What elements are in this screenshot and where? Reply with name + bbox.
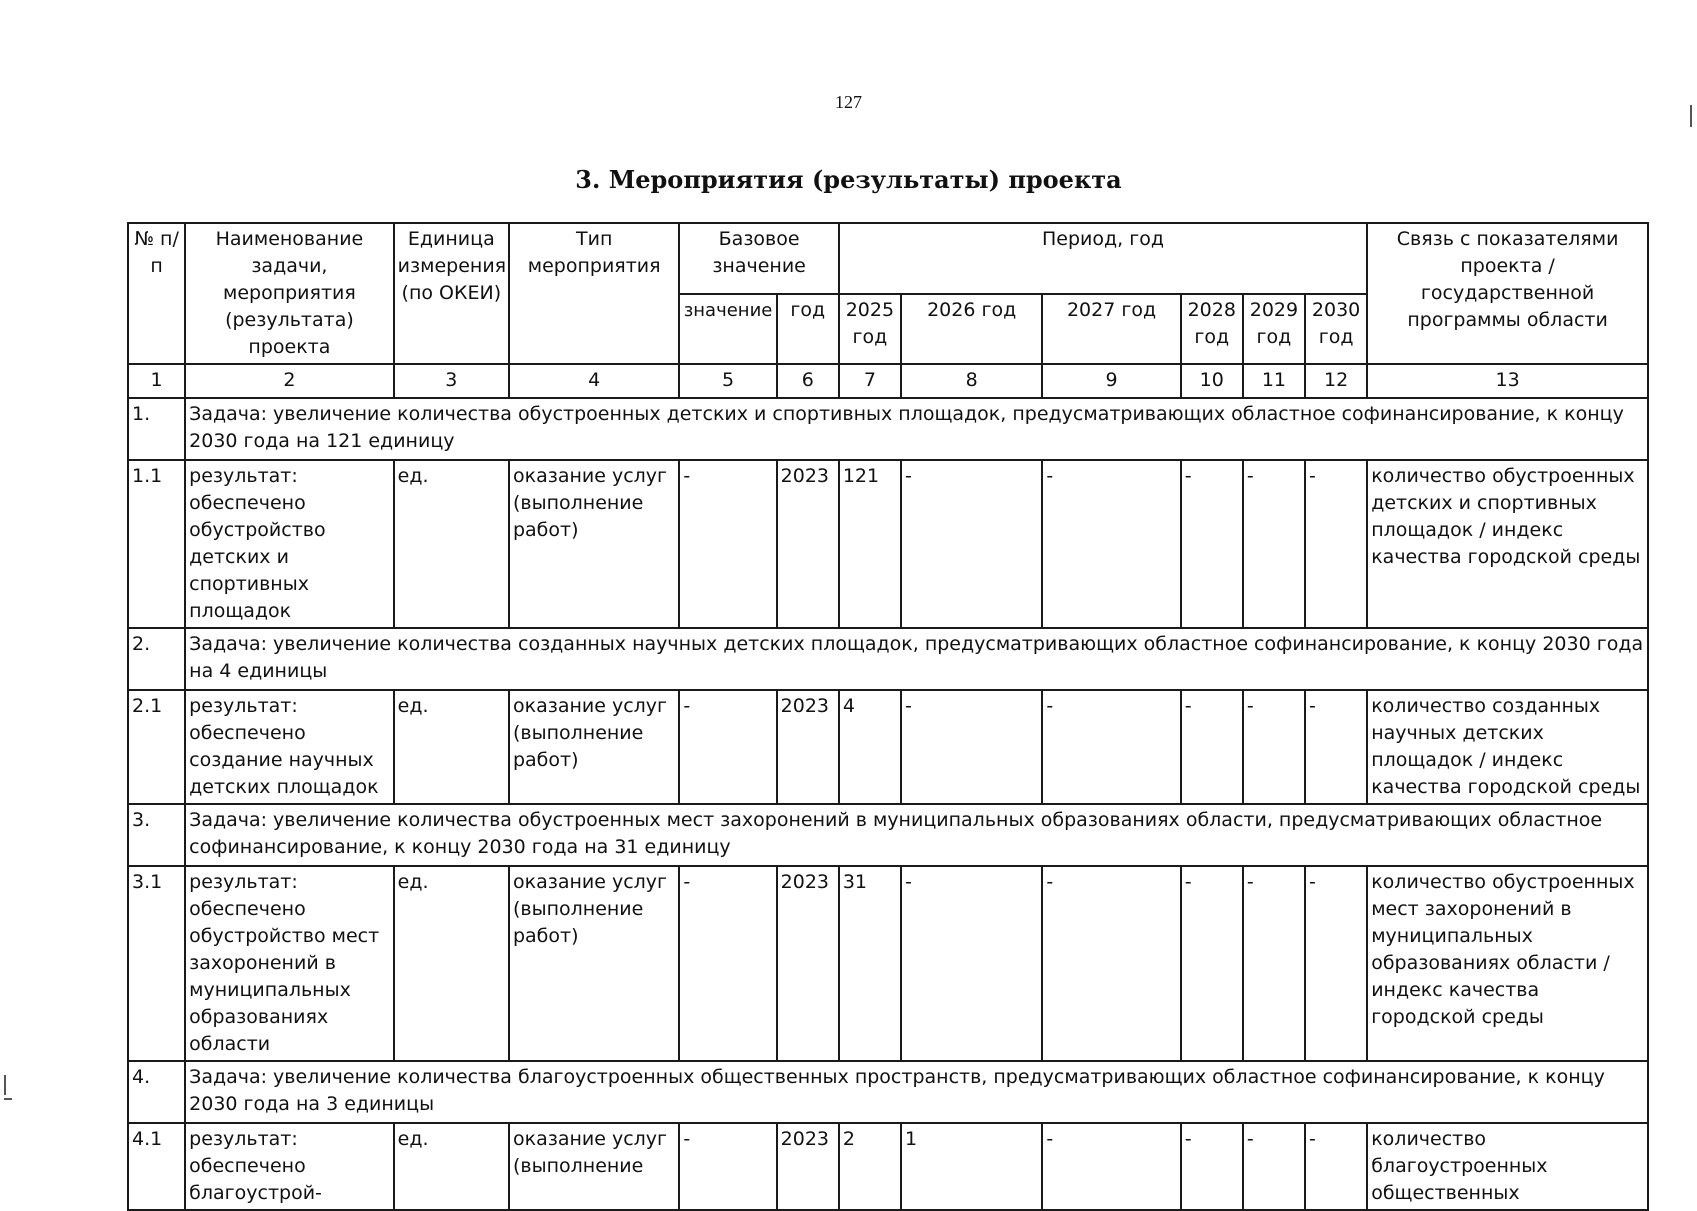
result-year-2027: - (1042, 460, 1180, 628)
result-type: оказание услуг (выполнение работ) (509, 866, 679, 1061)
header-year-2029: 2029 год (1243, 294, 1305, 365)
result-base-value: - (679, 690, 776, 804)
column-number: 6 (777, 364, 839, 398)
result-number: 1.1 (128, 460, 185, 628)
page-number: 127 (835, 92, 862, 112)
result-number: 2.1 (128, 690, 185, 804)
column-number: 2 (185, 364, 394, 398)
result-year-2028: - (1181, 1123, 1243, 1210)
result-year-2030: - (1305, 1123, 1367, 1210)
result-type: оказание услуг (выполнение (509, 1123, 679, 1210)
header-base-year: год (777, 294, 839, 365)
column-number: 7 (839, 364, 901, 398)
result-name: результат: обеспечено обустройство детских и спортивных площадок (185, 460, 394, 628)
result-number: 3.1 (128, 866, 185, 1061)
header-year-2025: 2025 год (839, 294, 901, 365)
result-row (128, 866, 1648, 1061)
column-number: 1 (128, 364, 185, 398)
result-year-2025: 2 (839, 1123, 901, 1210)
result-year-2026: 1 (901, 1123, 1042, 1210)
column-number-row (128, 364, 1648, 398)
column-number: 8 (901, 364, 1042, 398)
result-unit: ед. (394, 460, 509, 628)
header-year-2028: 2028 год (1181, 294, 1243, 365)
result-year-2026: - (901, 866, 1042, 1061)
task-text: Задача: увеличение количества обустроенных мест захоронений в муниципальных образованиях области, предусматривающих областное софинансирование, к концу 2030 года на 31 единицу (185, 804, 1648, 866)
header-link: Связь с показателями проекта / государственной программы области (1367, 223, 1648, 364)
column-number: 13 (1367, 364, 1648, 398)
scan-edge-mark (4, 1098, 12, 1100)
result-link: количество обустроенных детских и спортивных площадок / индекс качества городской среды (1367, 460, 1648, 628)
result-year-2029: - (1243, 866, 1305, 1061)
task-number: 4. (128, 1061, 185, 1123)
header-base: Базовое значение (679, 223, 838, 294)
result-base-value: - (679, 1123, 776, 1210)
header-period: Период, год (839, 223, 1367, 294)
column-number: 4 (509, 364, 679, 398)
result-year-2028: - (1181, 866, 1243, 1061)
result-number: 4.1 (128, 1123, 185, 1210)
header-name: Наименование задачи, мероприятия (результата) проекта (185, 223, 394, 364)
task-number: 1. (128, 398, 185, 460)
task-text: Задача: увеличение количества созданных научных детских площадок, предусматривающих областное софинансирование, к концу 2030 года на 4 единицы (185, 628, 1648, 690)
result-type: оказание услуг (выполнение работ) (509, 460, 679, 628)
result-row (128, 460, 1648, 628)
result-row (128, 1123, 1648, 1210)
result-base-value: - (679, 460, 776, 628)
result-year-2025: 121 (839, 460, 901, 628)
result-name: результат: обеспечено создание научных детских площадок (185, 690, 394, 804)
result-year-2026: - (901, 460, 1042, 628)
column-number: 10 (1181, 364, 1243, 398)
section-title: 3. Мероприятия (результаты) проекта (575, 165, 1122, 194)
result-year-2029: - (1243, 690, 1305, 804)
result-name: результат: обеспечено благоустрой- (185, 1123, 394, 1210)
column-number: 5 (679, 364, 776, 398)
result-base-year: 2023 (777, 1123, 839, 1210)
scan-edge-mark (4, 1075, 6, 1095)
header-unit: Единица измерения (по ОКЕИ) (394, 223, 509, 364)
result-link: количество благоустроенных общественных (1367, 1123, 1648, 1210)
results-table (127, 222, 1649, 1211)
task-row (128, 804, 1648, 866)
result-year-2028: - (1181, 690, 1243, 804)
result-name: результат: обеспечено обустройство мест захоронений в муниципальных образованиях области (185, 866, 394, 1061)
result-year-2030: - (1305, 690, 1367, 804)
result-year-2028: - (1181, 460, 1243, 628)
result-year-2027: - (1042, 866, 1180, 1061)
result-base-value: - (679, 866, 776, 1061)
result-year-2030: - (1305, 866, 1367, 1061)
task-row (128, 628, 1648, 690)
result-year-2026: - (901, 690, 1042, 804)
result-link: количество созданных научных детских площадок / индекс качества городской среды (1367, 690, 1648, 804)
result-base-year: 2023 (777, 866, 839, 1061)
result-year-2027: - (1042, 690, 1180, 804)
task-row (128, 1061, 1648, 1123)
header-year-2027: 2027 год (1042, 294, 1180, 365)
header-year-2026: 2026 год (901, 294, 1042, 365)
task-text: Задача: увеличение количества благоустроенных общественных пространств, предусматривающих областное софинансирование, к концу 2030 года на 3 единицы (185, 1061, 1648, 1123)
header-base-value: значение (679, 294, 776, 365)
result-year-2025: 31 (839, 866, 901, 1061)
task-number: 3. (128, 804, 185, 866)
header-type: Тип мероприятия (509, 223, 679, 364)
task-text: Задача: увеличение количества обустроенных детских и спортивных площадок, предусматривающих областное софинансирование, к концу 2030 года на 121 единицу (185, 398, 1648, 460)
result-unit: ед. (394, 1123, 509, 1210)
result-unit: ед. (394, 866, 509, 1061)
result-link: количество обустроенных мест захоронений в муниципальных образованиях области / индекс качества городской среды (1367, 866, 1648, 1061)
result-year-2025: 4 (839, 690, 901, 804)
column-number: 9 (1042, 364, 1180, 398)
scan-edge-mark (1690, 105, 1692, 127)
result-year-2030: - (1305, 460, 1367, 628)
result-base-year: 2023 (777, 690, 839, 804)
result-row (128, 690, 1648, 804)
result-year-2029: - (1243, 1123, 1305, 1210)
result-base-year: 2023 (777, 460, 839, 628)
task-number: 2. (128, 628, 185, 690)
result-unit: ед. (394, 690, 509, 804)
column-number: 12 (1305, 364, 1367, 398)
result-type: оказание услуг (выполнение работ) (509, 690, 679, 804)
column-number: 3 (394, 364, 509, 398)
column-number: 11 (1243, 364, 1305, 398)
task-row (128, 398, 1648, 460)
header-number: № п/п (128, 223, 185, 364)
result-year-2027: - (1042, 1123, 1180, 1210)
header-year-2030: 2030 год (1305, 294, 1367, 365)
result-year-2029: - (1243, 460, 1305, 628)
